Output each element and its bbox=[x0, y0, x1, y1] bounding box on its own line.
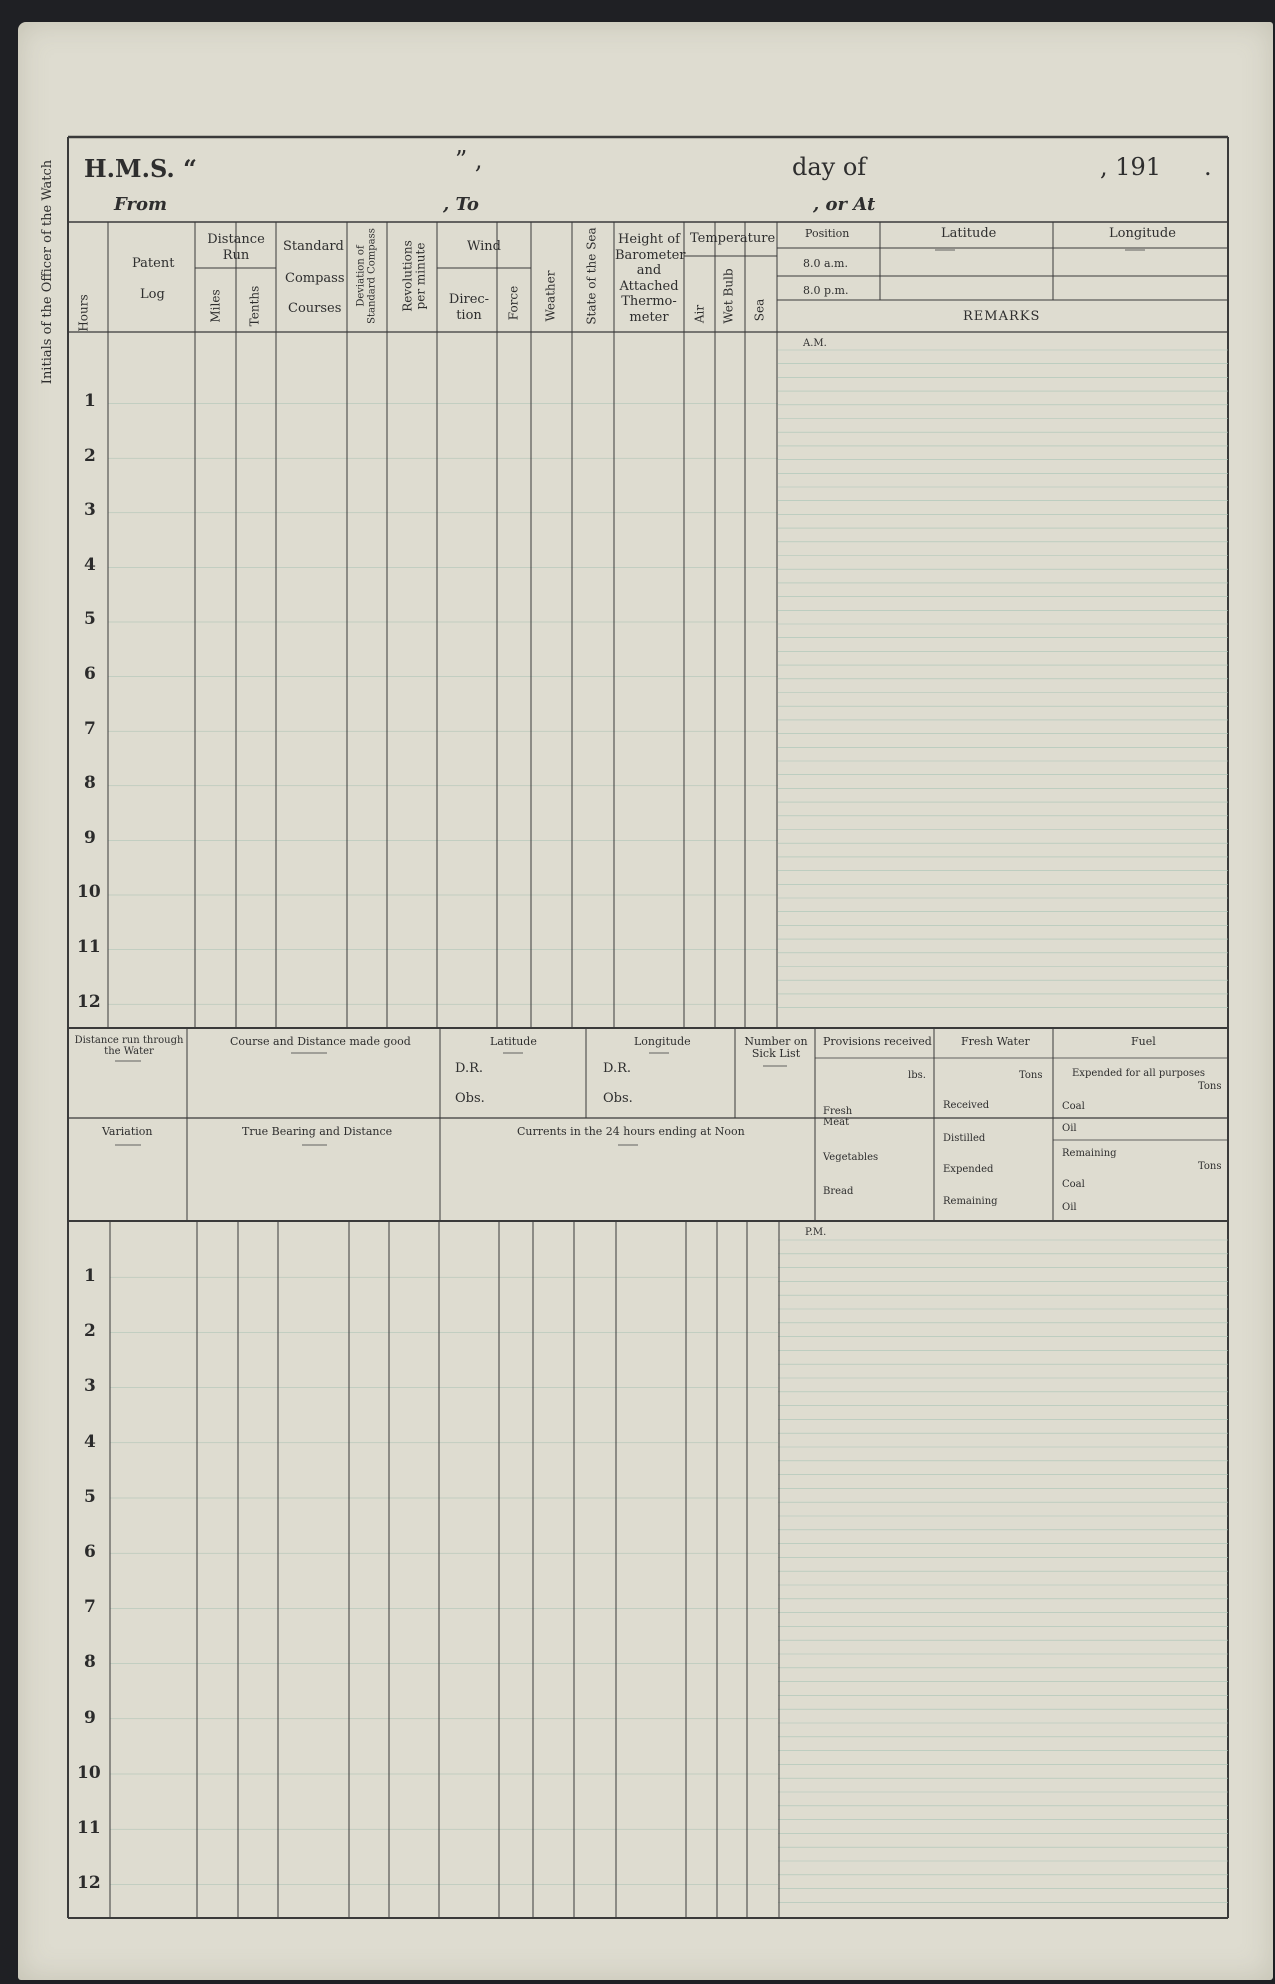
col-log: Log bbox=[140, 287, 165, 302]
year-end: . bbox=[1204, 153, 1212, 181]
col-state-sea: State of the Sea bbox=[584, 227, 599, 325]
noon-currents: Currents in the 24 hours ending at Noon bbox=[517, 1125, 745, 1138]
col-direction: Direc- tion bbox=[448, 292, 490, 323]
col-tenths: Tenths bbox=[247, 285, 262, 327]
am-hour-12: 12 bbox=[77, 991, 101, 1012]
noon-variation: Variation bbox=[102, 1125, 153, 1138]
ship-prefix: H.M.S. “ bbox=[84, 154, 197, 183]
noon-sick-list: Number on Sick List bbox=[744, 1035, 808, 1060]
pm-hour-9: 9 bbox=[84, 1707, 96, 1728]
ship-close: ” , bbox=[455, 146, 483, 174]
col-courses: Courses bbox=[288, 301, 342, 316]
col-temperature: Temperature bbox=[690, 231, 776, 246]
am-hour-8: 8 bbox=[84, 773, 96, 794]
am-hour-4: 4 bbox=[84, 554, 96, 575]
col-position: Position bbox=[805, 227, 850, 240]
noon-lat-obs: Obs. bbox=[455, 1091, 485, 1106]
col-wind: Wind bbox=[467, 239, 501, 254]
col-longitude: Longitude bbox=[1109, 226, 1176, 241]
pm-hour-11: 11 bbox=[77, 1818, 101, 1838]
position-pm: 8.0 p.m. bbox=[803, 284, 849, 297]
am-hour-6: 6 bbox=[84, 664, 96, 684]
col-weather: Weather bbox=[543, 270, 558, 322]
am-hour-7: 7 bbox=[84, 718, 96, 739]
fuel-expended-tons: Tons bbox=[1198, 1081, 1222, 1092]
col-remarks: REMARKS bbox=[963, 309, 1041, 324]
water-remaining: Remaining bbox=[943, 1196, 998, 1207]
fuel-remaining-tons: Tons bbox=[1198, 1161, 1222, 1172]
col-distance-run: Distance Run bbox=[207, 232, 265, 263]
col-miles: Miles bbox=[208, 289, 223, 323]
or-at-label: , or At bbox=[813, 194, 876, 215]
col-sea: Sea bbox=[752, 298, 767, 322]
col-force: Force bbox=[506, 285, 521, 321]
noon-true-bearing: True Bearing and Distance bbox=[242, 1125, 393, 1138]
noon-long-dr: D.R. bbox=[603, 1061, 632, 1076]
noon-provisions: Provisions received bbox=[823, 1035, 932, 1048]
officer-initials-label: Initials of the Officer of the Watch bbox=[40, 159, 56, 385]
col-latitude: Latitude bbox=[941, 226, 997, 241]
fuel-coal: Coal bbox=[1062, 1101, 1085, 1112]
position-am: 8.0 a.m. bbox=[803, 257, 848, 270]
pm-hour-12: 12 bbox=[77, 1873, 101, 1894]
am-hour-2: 2 bbox=[84, 445, 96, 466]
noon-course-made-good: Course and Distance made good bbox=[230, 1035, 411, 1048]
col-hours: Hours bbox=[76, 294, 91, 332]
am-hour-11: 11 bbox=[77, 937, 101, 957]
am-hour-9: 9 bbox=[84, 827, 96, 848]
am-hour-10: 10 bbox=[77, 882, 101, 903]
fuel-remaining-coal: Coal bbox=[1062, 1179, 1085, 1190]
fuel-expended-all: Expended for all purposes bbox=[1072, 1068, 1206, 1079]
col-revolutions: Revolutions per minute bbox=[400, 240, 427, 312]
col-wet-bulb: Wet Bulb bbox=[721, 268, 736, 324]
pm-hour-2: 2 bbox=[84, 1321, 96, 1342]
provisions-vegetables: Vegetables bbox=[823, 1152, 879, 1163]
pm-hour-10: 10 bbox=[77, 1762, 101, 1783]
pm-label: P.M. bbox=[805, 1227, 827, 1238]
from-label: From bbox=[114, 194, 167, 215]
am-label: A.M. bbox=[803, 338, 827, 349]
water-distilled: Distilled bbox=[943, 1133, 986, 1144]
col-patent: Patent bbox=[132, 256, 175, 271]
provisions-fresh-meat: Fresh Meat bbox=[823, 1106, 853, 1128]
noon-fresh-water: Fresh Water bbox=[961, 1035, 1030, 1048]
to-label: , To bbox=[443, 194, 479, 215]
am-hour-1: 1 bbox=[84, 391, 96, 411]
pm-hour-7: 7 bbox=[84, 1597, 96, 1618]
noon-distance-run: Distance run through the Water bbox=[74, 1035, 184, 1057]
col-deviation: Deviation of Standard Compass bbox=[355, 228, 377, 324]
am-hour-3: 3 bbox=[84, 500, 96, 521]
day-of-label: day of bbox=[792, 153, 867, 181]
fuel-remaining: Remaining bbox=[1062, 1148, 1117, 1159]
pm-hour-8: 8 bbox=[84, 1652, 96, 1673]
col-air: Air bbox=[692, 304, 707, 324]
noon-long-obs: Obs. bbox=[603, 1091, 633, 1106]
noon-lat-dr: D.R. bbox=[455, 1061, 484, 1076]
pm-hour-6: 6 bbox=[84, 1542, 96, 1562]
am-hour-5: 5 bbox=[84, 609, 96, 630]
noon-longitude: Longitude bbox=[634, 1035, 691, 1048]
fuel-remaining-oil: Oil bbox=[1062, 1202, 1077, 1213]
col-compass: Compass bbox=[285, 271, 345, 286]
water-expended: Expended bbox=[943, 1164, 994, 1175]
noon-latitude: Latitude bbox=[490, 1035, 537, 1048]
pm-hour-5: 5 bbox=[84, 1486, 96, 1507]
fuel-oil: Oil bbox=[1062, 1123, 1077, 1134]
col-standard: Standard bbox=[283, 239, 344, 254]
pm-hour-4: 4 bbox=[84, 1431, 96, 1452]
provisions-bread: Bread bbox=[823, 1186, 854, 1197]
water-tons: Tons bbox=[1019, 1070, 1043, 1081]
col-barometer: Height of Barometer and Attached Thermo- meter bbox=[615, 232, 686, 325]
pm-hour-3: 3 bbox=[84, 1376, 96, 1397]
pm-hour-1: 1 bbox=[84, 1266, 96, 1286]
provisions-lbs: lbs. bbox=[908, 1070, 926, 1081]
noon-fuel: Fuel bbox=[1131, 1035, 1156, 1048]
year-label: , 191 bbox=[1100, 153, 1162, 181]
water-received: Received bbox=[943, 1100, 990, 1111]
